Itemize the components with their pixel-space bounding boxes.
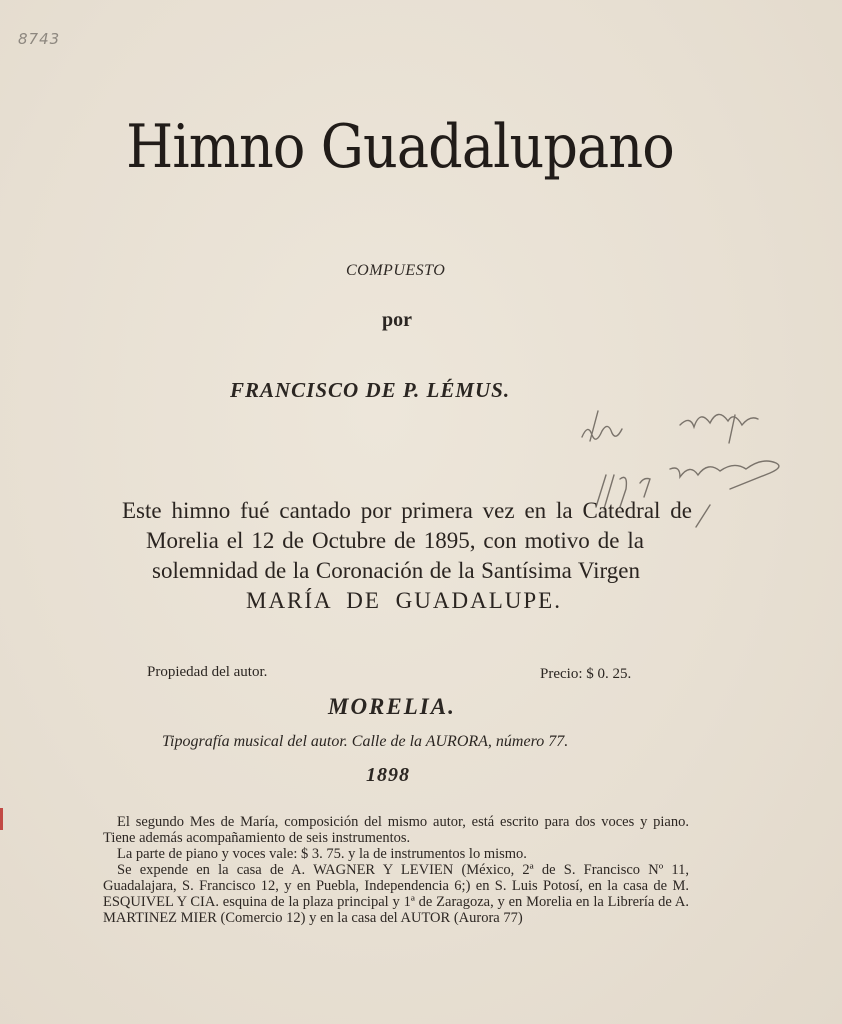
- por-label: por: [382, 309, 412, 331]
- edge-mark: [0, 808, 3, 830]
- description-line: Este himno fué cantado por primera vez en la Catedral de: [122, 498, 692, 523]
- description-line: Morelia el 12 de Octubre de 1895, con motivo de la: [146, 528, 644, 553]
- sales-notes: [103, 814, 689, 926]
- pencil-catalog-number: 8743: [18, 30, 61, 48]
- note-paragraph: Se expende en la casa de A. WAGNER Y LEVIEN (México, 2ª de S. Francisco Nº 11, Guadalajara, S. Francisco 12, y en Puebla, Independencia 6;) en S. Luis Potosí, en la casa de M. ESQUIVEL Y CIA. esquina de la plaza principal y 1ª de Zaragoza, y en Morelia en la Librería de A. MARTINEZ MIER (Comercio 12) y en la casa del AUTOR (Aurora 77): [103, 862, 689, 926]
- price-label: Precio: $ 0. 25.: [540, 666, 632, 682]
- printer-info: Tipografía musical del autor. Calle de la AURORA, número 77.: [162, 733, 569, 750]
- dedication-description: [122, 496, 692, 616]
- composer-name: FRANCISCO DE P. LÉMUS.: [230, 378, 511, 402]
- city-name: MORELIA.: [328, 694, 456, 719]
- note-paragraph: El segundo Mes de María, composición del mismo autor, está escrito para dos voces y piano. Tiene además acompañamiento de seis instrumentos.: [103, 814, 689, 846]
- compuesto-label: COMPUESTO: [346, 262, 446, 279]
- publication-year: 1898: [366, 764, 410, 786]
- description-line: MARÍA DE GUADALUPE.: [246, 588, 562, 613]
- note-paragraph: La parte de piano y voces vale: $ 3. 75. y la de instrumentos lo mismo.: [117, 846, 527, 862]
- document-title: Himno Guadalupano: [126, 112, 674, 182]
- description-line: solemnidad de la Coronación de la Santísima Virgen: [152, 558, 640, 583]
- property-notice: Propiedad del autor.: [147, 664, 268, 680]
